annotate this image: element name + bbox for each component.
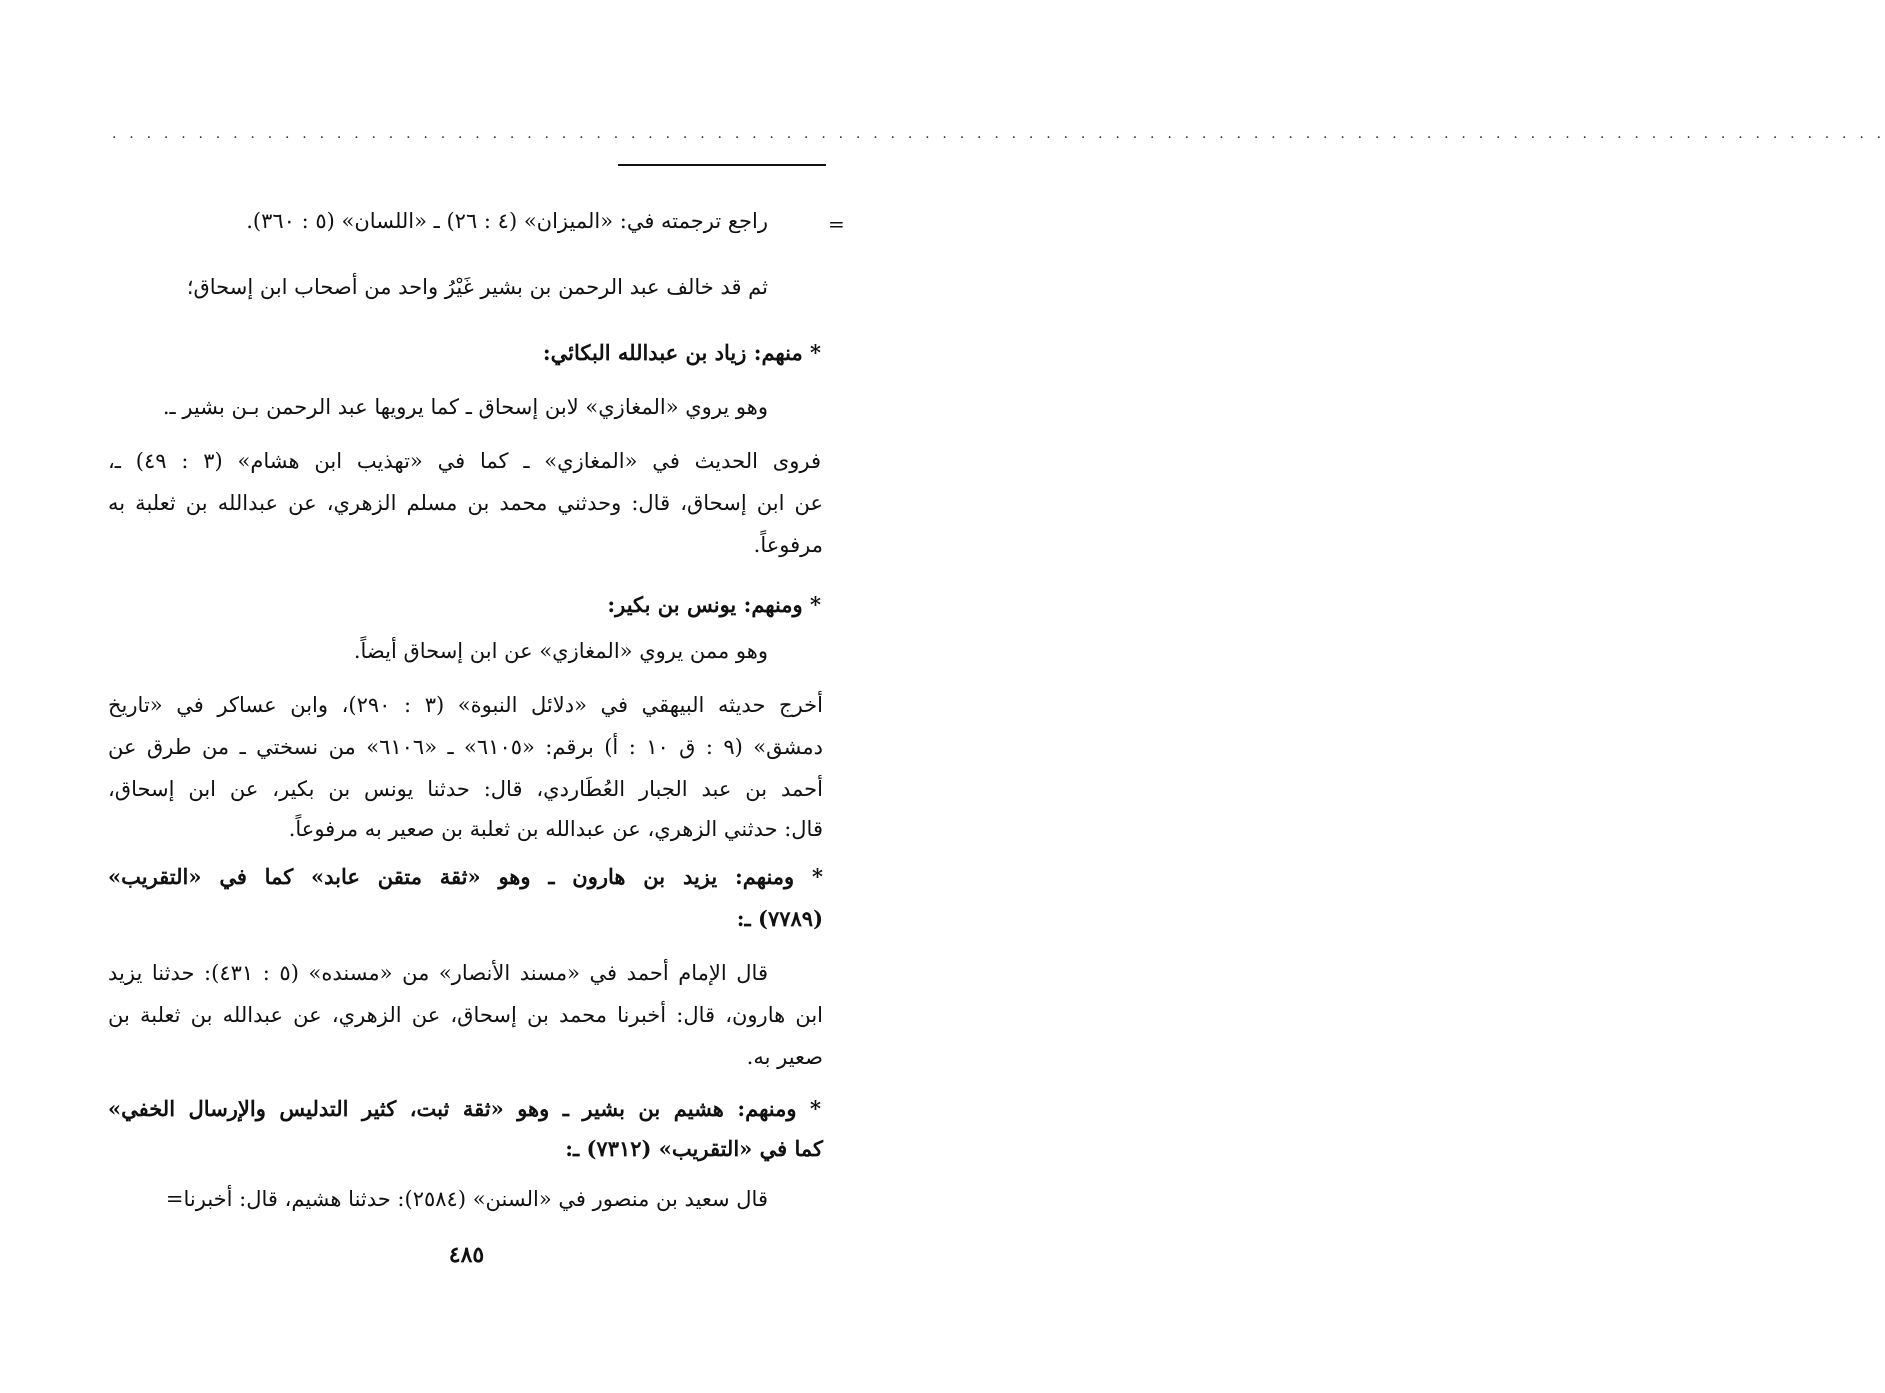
text-line: قال الإمام أحمد في «مسند الأنصار» من «مسنده» (٥ : ٤٣١): حدثنا يزيد xyxy=(108,961,768,985)
text-line: ابن هارون، قال: أخبرنا محمد بن إسحاق، عن الزهري، عن عبدالله بن ثعلبة بن xyxy=(108,1003,823,1027)
text-line: صعير به. xyxy=(746,1045,823,1069)
section-heading: * ومنهم: يزيد بن هارون ـ وهو «ثقة متقن عابد» كما في «التقريب» xyxy=(108,864,823,889)
section-heading: (٧٧٨٩) ـ: xyxy=(736,906,823,931)
section-heading: * ومنهم: يونس بن بكير: xyxy=(607,592,821,617)
text-line: وهو ممن يروي «المغازي» عن ابن إسحاق أيضاً. xyxy=(353,639,768,663)
page-number: ٤٨٥ xyxy=(448,1242,485,1268)
text-line: أخرج حديثه البيهقي في «دلائل النبوة» (٣ : ٢٩٠)، وابن عساكر في «تاريخ xyxy=(108,693,823,717)
separator-dots: . . . . . . . . . . . . . . . . . . . . . . . . . . . . . . . . . . . . . . . . . . . . . . . . . . . . . . . . . . . . . . . . . . . . . . . . . . . . . . . . . . . . . . . . . . . . . . . . . . . . . . . xyxy=(112,126,1885,142)
section-heading: * ومنهم: هشيم بن بشير ـ وهو «ثقة ثبت، كثير التدليس والإرسال الخفي» xyxy=(108,1096,821,1121)
text-line: ثم قد خالف عبد الرحمن بن بشير غَيْرُ واحد من أصحاب ابن إسحاق؛ xyxy=(186,275,768,299)
text-line: فروى الحديث في «المغازي» ـ كما في «تهذيب ابن هشام» (٣ : ٤٩) ـ، xyxy=(108,449,821,473)
text-line: مرفوعاً. xyxy=(753,533,823,557)
text-line: قال سعيد بن منصور في «السنن» (٢٥٨٤): حدثنا هشيم، قال: أخبرنا= xyxy=(165,1187,768,1211)
text-line: أحمد بن عبد الجبار العُطَاردي، قال: حدثنا يونس بن بكير، عن ابن إسحاق، xyxy=(108,777,823,801)
text-line: دمشق» (٩ : ق ١٠ : أ) برقم: «٦١٠٥» ـ «٦١٠٦» من نسختي ـ من طرق عن xyxy=(108,735,823,759)
section-heading: كما في «التقريب» (٧٣١٢) ـ: xyxy=(565,1136,823,1161)
text-line: وهو يروي «المغازي» لابن إسحاق ـ كما يرويها عبد الرحمن بـن بشير ـ. xyxy=(162,395,768,419)
footnote-continuation-mark: = xyxy=(828,212,845,236)
text-line: راجع ترجمته في: «الميزان» (٤ : ٢٦) ـ «اللسان» (٥ : ٣٦٠). xyxy=(246,209,768,233)
text-line: قال: حدثني الزهري، عن عبدالله بن ثعلبة بن صعير به مرفوعاً. xyxy=(288,817,823,841)
section-heading: * منهم: زياد بن عبدالله البكائي: xyxy=(542,340,821,365)
text-line: عن ابن إسحاق، قال: وحدثني محمد بن مسلم الزهري، عن عبدالله بن ثعلبة به xyxy=(108,491,823,515)
footnote-rule xyxy=(618,164,826,166)
